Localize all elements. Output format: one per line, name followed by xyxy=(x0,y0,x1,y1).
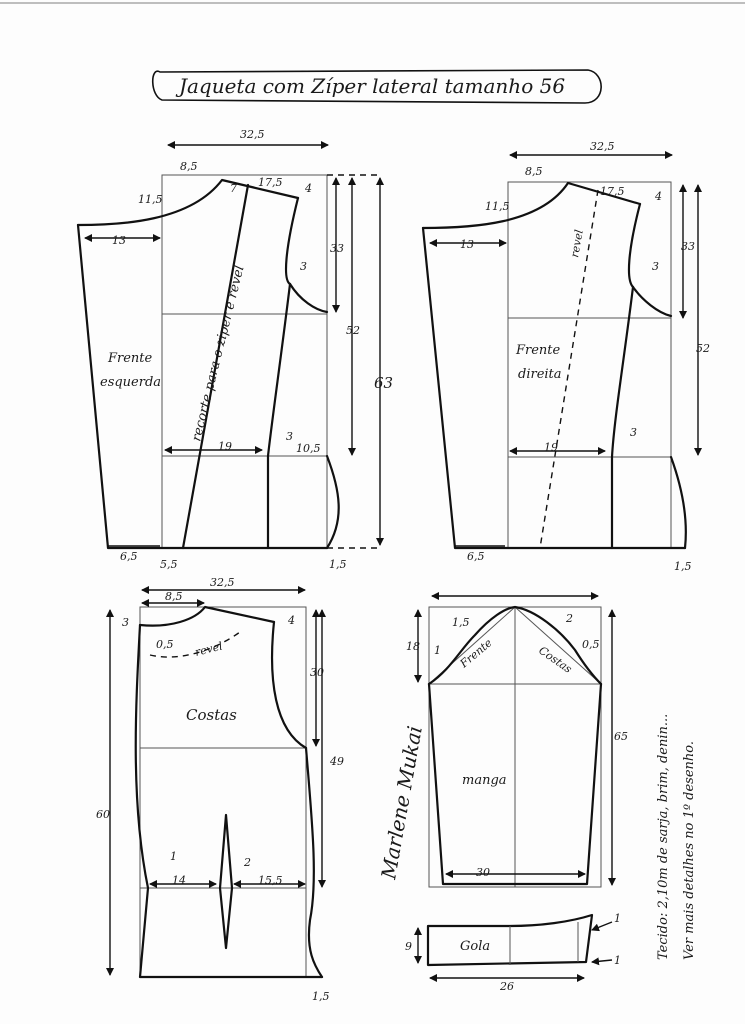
svg-text:52: 52 xyxy=(696,342,710,355)
front-right-side xyxy=(423,228,685,548)
svg-text:3: 3 xyxy=(630,426,637,439)
back-neck-shoulder xyxy=(140,607,274,626)
sleeve-label: manga xyxy=(462,773,507,788)
svg-text:32,5: 32,5 xyxy=(590,140,615,153)
svg-text:33: 33 xyxy=(330,242,344,255)
svg-text:3: 3 xyxy=(300,260,307,273)
svg-text:revel: revel xyxy=(193,639,224,659)
svg-text:0,5: 0,5 xyxy=(156,638,174,651)
front-left-dart-line xyxy=(268,284,290,548)
svg-text:7: 7 xyxy=(230,182,237,195)
svg-text:32,5: 32,5 xyxy=(210,576,235,589)
back-side xyxy=(306,748,322,977)
svg-text:11,5: 11,5 xyxy=(138,193,163,206)
collar-label: Gola xyxy=(460,939,491,954)
svg-text:19: 19 xyxy=(218,440,232,453)
svg-text:11,5: 11,5 xyxy=(485,200,510,213)
front-left-label: Frente xyxy=(108,351,153,366)
svg-text:4: 4 xyxy=(305,182,312,195)
svg-text:10,5: 10,5 xyxy=(296,442,321,455)
sleeve-piece xyxy=(406,596,628,887)
svg-text:3: 3 xyxy=(122,616,129,629)
svg-text:15,5: 15,5 xyxy=(258,874,283,887)
svg-text:18: 18 xyxy=(406,640,420,653)
front-left-frame xyxy=(162,175,327,548)
svg-text:13: 13 xyxy=(112,234,126,247)
front-right-dart-line xyxy=(612,287,633,548)
title-block xyxy=(153,70,601,103)
svg-text:1: 1 xyxy=(434,644,441,657)
front-right-hip xyxy=(671,457,686,548)
svg-text:17,5: 17,5 xyxy=(258,176,283,189)
svg-text:8,5: 8,5 xyxy=(525,165,543,178)
svg-text:13: 13 xyxy=(460,238,474,251)
front-right-frame xyxy=(508,182,671,548)
svg-text:revel: revel xyxy=(568,228,586,259)
svg-text:8,5: 8,5 xyxy=(165,590,183,603)
svg-text:30: 30 xyxy=(310,666,324,679)
svg-text:3: 3 xyxy=(652,260,659,273)
back-piece xyxy=(96,576,344,1003)
collar-piece xyxy=(405,912,621,993)
page-title: Jaqueta com Zíper lateral tamanho 56 xyxy=(178,74,566,98)
svg-text:1: 1 xyxy=(614,912,621,925)
svg-text:4: 4 xyxy=(655,190,662,203)
back-label: Costas xyxy=(186,706,237,724)
svg-text:6,5: 6,5 xyxy=(467,550,485,563)
svg-text:63: 63 xyxy=(374,374,394,392)
signature: Marlene Mukai xyxy=(376,723,427,881)
svg-text:14: 14 xyxy=(172,874,186,887)
front-left-piece xyxy=(78,128,393,571)
svg-text:52: 52 xyxy=(346,324,360,337)
svg-text:32,5: 32,5 xyxy=(240,128,265,141)
svg-text:1,5: 1,5 xyxy=(329,558,347,571)
svg-text:65: 65 xyxy=(614,730,628,743)
svg-text:17,5: 17,5 xyxy=(600,185,625,198)
svg-text:Costas: Costas xyxy=(536,643,575,676)
svg-text:1,5: 1,5 xyxy=(452,616,470,629)
svg-text:33: 33 xyxy=(681,240,695,253)
front-right-label: Frente xyxy=(516,343,561,358)
svg-text:1: 1 xyxy=(614,954,621,967)
svg-text:8,5: 8,5 xyxy=(180,160,198,173)
svg-text:3: 3 xyxy=(286,430,293,443)
svg-text:Frente: Frente xyxy=(457,636,495,671)
svg-text:19: 19 xyxy=(544,441,558,454)
svg-text:30: 30 xyxy=(476,866,490,879)
front-left-armhole xyxy=(286,198,327,312)
svg-text:1,5: 1,5 xyxy=(674,560,692,573)
front-right-piece xyxy=(423,140,710,573)
svg-text:60: 60 xyxy=(96,808,110,821)
svg-text:49: 49 xyxy=(330,755,344,768)
fabric-note-2: Ver mais detalhes no 1º desenho. xyxy=(682,741,697,960)
svg-text:direita: direita xyxy=(518,367,562,382)
fabric-note-1: Tecido: 2,10m de sarja, brim, denin... xyxy=(656,713,671,960)
svg-text:26: 26 xyxy=(500,980,514,993)
svg-text:1: 1 xyxy=(170,850,177,863)
front-left-hip xyxy=(327,456,339,548)
svg-text:4: 4 xyxy=(288,614,295,627)
svg-text:2: 2 xyxy=(566,612,573,625)
svg-text:1,5: 1,5 xyxy=(312,990,330,1003)
svg-text:0,5: 0,5 xyxy=(582,638,600,651)
back-armhole xyxy=(272,622,306,748)
zipper-cut-note: recorte para o ziper e revel xyxy=(189,263,248,443)
svg-text:2: 2 xyxy=(244,856,251,869)
svg-text:9: 9 xyxy=(405,940,412,953)
svg-text:esquerda: esquerda xyxy=(100,375,162,390)
svg-text:6,5: 6,5 xyxy=(120,550,138,563)
front-right-armhole xyxy=(629,204,671,316)
svg-text:5,5: 5,5 xyxy=(160,558,178,571)
back-dart xyxy=(220,815,232,948)
